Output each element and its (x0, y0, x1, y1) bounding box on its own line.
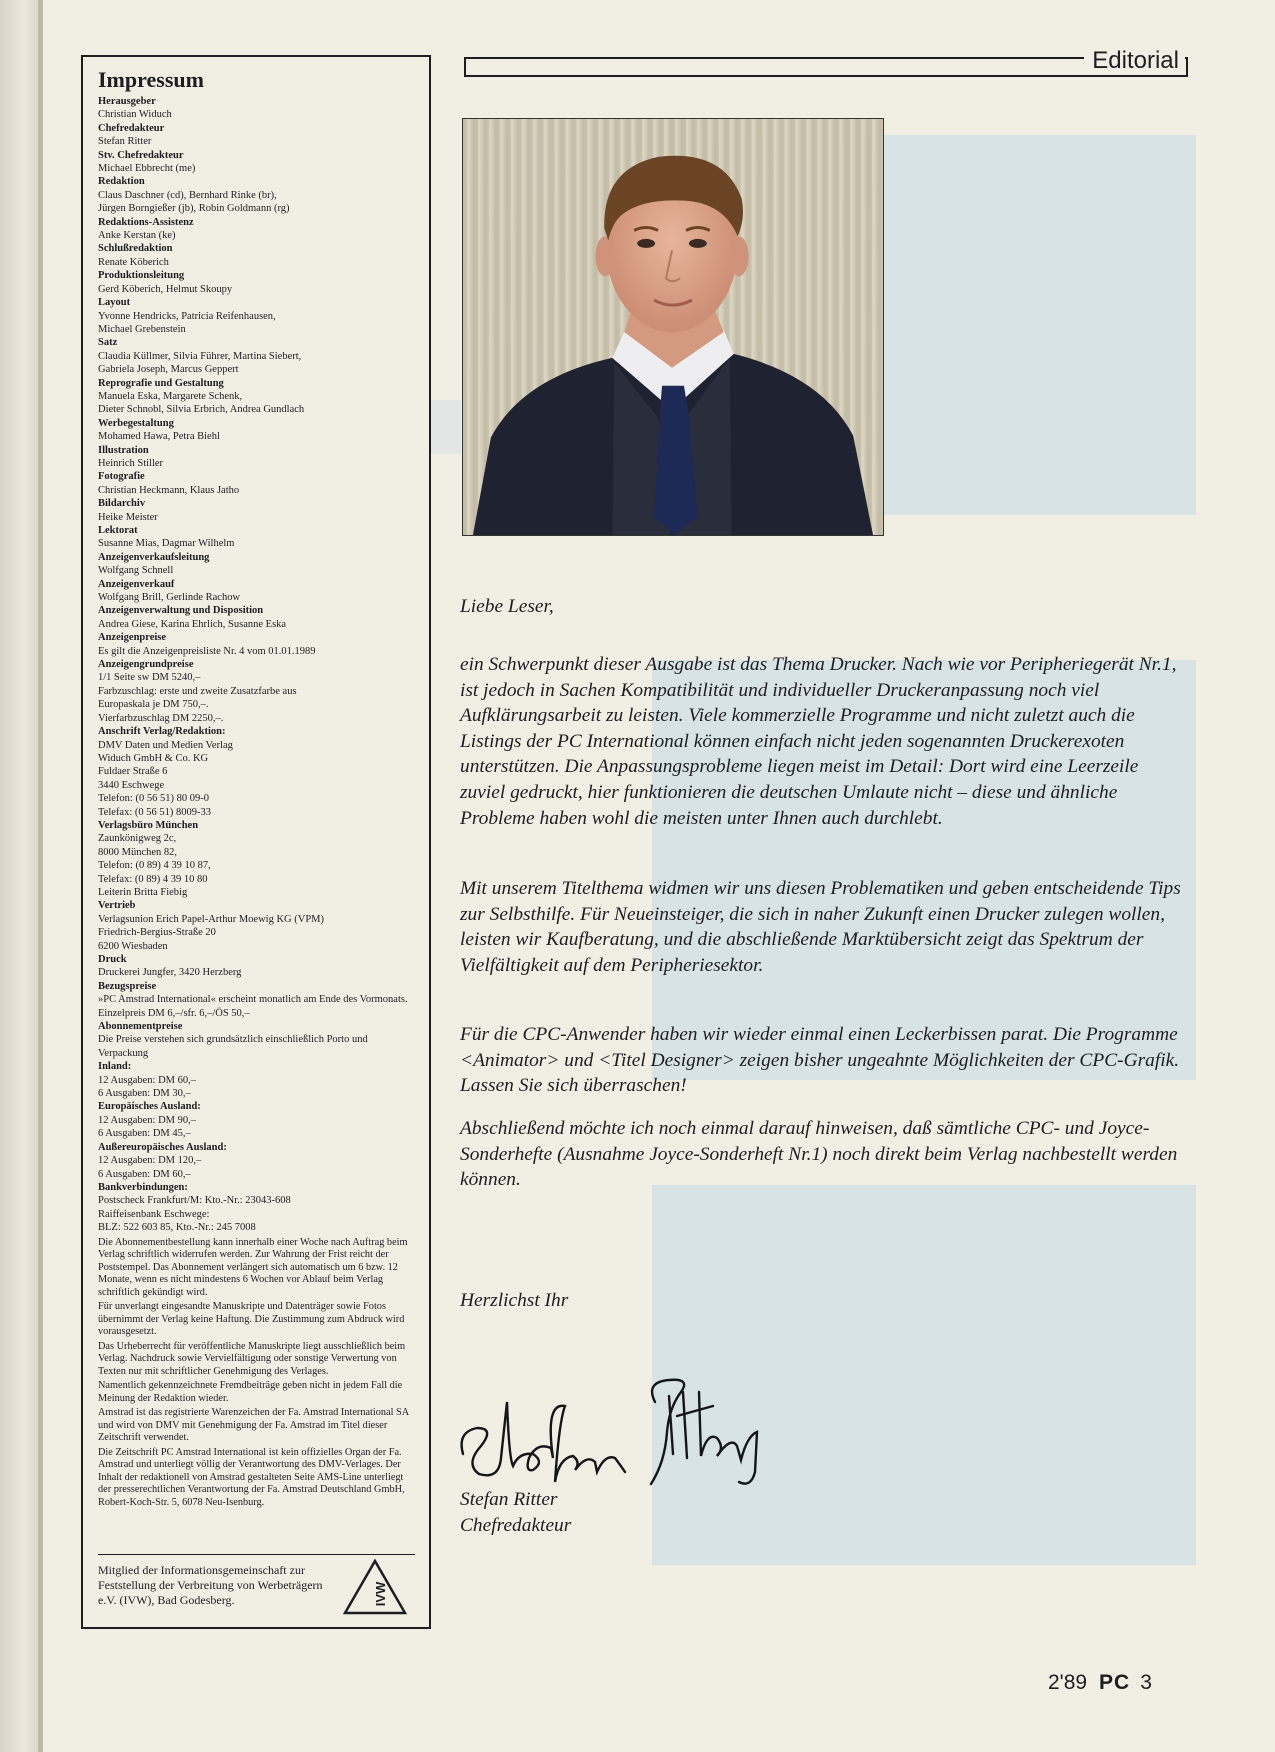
impressum-heading: Anzeigenverkaufsleitung (98, 551, 210, 563)
handwritten-signature (455, 1362, 785, 1492)
impressum-heading: Chefredakteur (98, 122, 165, 134)
impressum-heading: Redaktions-Assistenz (98, 216, 194, 228)
impressum-line: Heike Meister (98, 511, 158, 523)
impressum-line: 3440 Eschwege (98, 779, 165, 791)
impressum-line: Friedrich-Bergius-Straße 20 (98, 927, 216, 939)
impressum-line: 12 Ausgaben: DM 120,– (98, 1155, 202, 1167)
impressum-heading: Anzeigenverwaltung und Disposition (98, 605, 264, 617)
impressum-line: Vierfarbzuschlag DM 2250,–. (98, 712, 224, 724)
impressum-box (81, 55, 431, 1629)
impressum-heading: Schlußredaktion (98, 243, 173, 255)
magazine-logo: PC (1099, 1671, 1131, 1694)
impressum-list (98, 95, 415, 1235)
signer-title: Chefredakteur (460, 1515, 572, 1536)
impressum-note: Für unverlangt eingesandte Manuskripte und Datenträger sowie Fotos übernimmt der Verlag keine Haftung. Die Zustimmung zum Abdruck wird vorausgesetzt. (98, 1301, 405, 1338)
impressum-line: Claudia Küllmer, Silvia Führer, Martina Siebert, (98, 350, 302, 362)
impressum-heading: Vertrieb (98, 900, 136, 912)
impressum-line: Anke Kerstan (ke) (98, 230, 176, 242)
letter-paragraph: Mit unserem Titelthema widmen wir uns diesen Problematiken und geben entscheidende Tips zur Selbsthilfe. Für Neueinsteiger, die sich in naher Zukunft einen Drucker zulegen wollen, leisten wir Kaufberatung, und die abschließende Marktübersicht zeigt das Spektrum der Vielfältigkeit auf dem Peripheriesektor. (460, 878, 1181, 976)
impressum-line: Telefax: (0 89) 4 39 10 80 (98, 873, 208, 885)
impressum-heading: Illustration (98, 444, 149, 456)
impressum-line: Europaskala je DM 750,–. (98, 699, 209, 711)
impressum-line: Telefon: (0 56 51) 80 09-0 (98, 793, 209, 805)
impressum-heading: Inland: (98, 1061, 132, 1073)
ivw-membership-text: Mitglied der Informationsgemeinschaft zur Feststellung der Verbreitung von Werbeträgern e.V. (IVW), Bad Godesberg. (98, 1563, 323, 1607)
impressum-title: Impressum (98, 67, 204, 92)
impressum-heading: Europäisches Ausland: (98, 1101, 201, 1113)
ivw-logo-icon (343, 1559, 407, 1615)
letter-paragraph: ein Schwerpunkt dieser Ausgabe ist das Thema Drucker. Nach wie vor Peripheriegerät Nr.1, ist jedoch in Sachen Kompatibilität und individueller Druckeranpassung noch viel Aufklärungsarbeit zu leisten. Viele kommerzielle Programme und nicht zuletzt auch die Listings der PC International können einfach nicht jeden sogenannten Druckerexoten unterstützen. Die Anpassungsprobleme liegen meist im Detail: Dort wird eine Leerzeile zuviel gedruckt, hier funktionieren die deutschen Umlaute nicht – diese und ähnliche Probleme haben wohl die meisten unter Ihnen auch durchlebt. (460, 654, 1177, 829)
impressum-line: Telefax: (0 56 51) 8009-33 (98, 806, 211, 818)
impressum-heading: Werbegestaltung (98, 417, 174, 429)
impressum-line: Andrea Giese, Karina Ehrlich, Susanne Eska (98, 618, 287, 630)
impressum-line: Raiffeisenbank Eschwege: (98, 1208, 210, 1220)
impressum-note: Namentlich gekennzeichnete Fremdbeiträge geben nicht in jedem Fall die Meinung der Redaktion wieder. (98, 1380, 403, 1404)
impressum-heading: Bankverbindungen: (98, 1181, 188, 1193)
impressum-heading: Reprografie und Gestaltung (98, 377, 224, 389)
page-footer (1048, 1671, 1152, 1695)
issue-number: 2'89 (1048, 1671, 1088, 1694)
impressum-heading: Bildarchiv (98, 498, 146, 510)
impressum-line: Mohamed Hawa, Petra Biehl (98, 431, 220, 443)
signer-name: Stefan Ritter (460, 1489, 558, 1510)
impressum-heading: Stv. Chefredakteur (98, 149, 184, 161)
impressum-line: Telefon: (0 89) 4 39 10 87, (98, 860, 211, 872)
impressum-footer (98, 1554, 415, 1617)
impressum-heading: Anzeigengrundpreise (98, 659, 194, 671)
impressum-line: Gerd Köberich, Helmut Skoupy (98, 283, 233, 295)
impressum-line: 1/1 Seite sw DM 5240,– (98, 672, 201, 684)
impressum-heading: Verlagsbüro München (98, 819, 199, 831)
impressum-heading: Redaktion (98, 176, 145, 188)
impressum-line: Verlagsunion Erich Papel-Arthur Moewig KG (VPM) (98, 913, 325, 925)
impressum-line: Renate Köberich (98, 256, 169, 268)
impressum-line: Widuch GmbH & Co. KG (98, 752, 209, 764)
impressum-line: Michael Ebbrecht (me) (98, 163, 196, 175)
impressum-line: Die Preise verstehen sich grundsätzlich einschließlich Porto und Verpackung (98, 1034, 368, 1059)
impressum-notes (98, 1237, 415, 1510)
impressum-line: 6200 Wiesbaden (98, 940, 168, 952)
impressum-line: Jürgen Borngießer (jb), Robin Goldmann (rg) (98, 203, 290, 215)
impressum-heading: Anzeigenpreise (98, 632, 167, 644)
impressum-note: Amstrad ist das registrierte Warenzeichen der Fa. Amstrad International SA und wird von DMV mit Genehmigung der Fa. Amstrad im Titel dieser Zeitschrift verwendet. (98, 1407, 409, 1444)
page-number: 3 (1140, 1671, 1152, 1694)
letter-paragraph: Abschließend möchte ich noch einmal darauf hinweisen, daß sämtliche CPC- und Joyce-Sonderhefte (Ausnahme Joyce-Sonderheft Nr.1) noch direkt beim Verlag nachbestellt werden können. (460, 1118, 1178, 1191)
impressum-heading: Druck (98, 954, 127, 965)
showthrough-block (431, 400, 461, 454)
impressum-line: Wolfgang Schnell (98, 565, 174, 577)
impressum-heading: Herausgeber (98, 96, 156, 107)
impressum-note: Die Abonnementbestellung kann innerhalb einer Woche nach Auftrag beim Verlag schriftlich widerrufen werden. Zur Wahrung der Frist reicht der Poststempel. Das Abonnement verlängert sich automatisch um 6 bzw. 12 Monate, wenn es nicht mindestens 6 Wochen vor Ablauf beim Verlag schriftlich gekündigt wird. (98, 1236, 408, 1298)
impressum-line: 6 Ausgaben: DM 30,– (98, 1088, 191, 1100)
impressum-line: Zaunkönigweg 2c, (98, 833, 177, 845)
impressum-heading: Abonnementpreise (98, 1021, 183, 1033)
impressum-line: Heinrich Stiller (98, 457, 164, 469)
ivw-logo-text: IVW (373, 1581, 388, 1607)
impressum-line: Manuela Eska, Margarete Schenk, (98, 390, 243, 402)
letter-closing: Herzlichst Ihr (460, 1290, 569, 1311)
impressum-heading: Layout (98, 297, 131, 309)
impressum-line: 12 Ausgaben: DM 60,– (98, 1074, 196, 1086)
impressum-line: 12 Ausgaben: DM 90,– (98, 1114, 196, 1126)
impressum-heading: Anzeigenverkauf (98, 578, 175, 590)
impressum-heading: Bezugspreise (98, 980, 157, 992)
impressum-line: Claus Daschner (cd), Bernhard Rinke (br), (98, 189, 277, 201)
editor-portrait (462, 118, 884, 536)
impressum-line: Einzelpreis DM 6,–/sfr. 6,–/ÖS 50,– (98, 1007, 250, 1019)
impressum-line: Michael Grebenstein (98, 323, 186, 335)
section-label: Editorial (1084, 47, 1185, 75)
impressum-line: Susanne Mias, Dagmar Wilhelm (98, 538, 235, 550)
impressum-line: Stefan Ritter (98, 136, 152, 148)
impressum-line: DMV Daten und Medien Verlag (98, 739, 233, 751)
impressum-line: Es gilt die Anzeigenpreisliste Nr. 4 vom 01.01.1989 (98, 645, 316, 657)
impressum-line: Christian Widuch (98, 109, 172, 121)
spine-shadow (38, 0, 43, 1752)
impressum-note: Die Zeitschrift PC Amstrad International ist kein offizielles Organ der Fa. Amstrad und unterliegt völlig der Verantwortung des DMV-Verlages. Der Inhalt der redaktionell von Amstrad gestalteten Seite AMS-Line unterliegt der presserechtlichen Verantwortung der Fa. Amstrad Deutschland GmbH, Robert-Koch-Str. 5, 6078 Neu-Isenburg. (98, 1446, 405, 1508)
impressum-line: Yvonne Hendricks, Patricia Reifenhausen, (98, 310, 276, 322)
impressum-line: Wolfgang Brill, Gerlinde Rachow (98, 592, 241, 604)
impressum-heading: Anschrift Verlag/Redaktion: (98, 726, 226, 738)
letter-paragraph: Für die CPC-Anwender haben wir wieder einmal einen Leckerbissen parat. Die Programme <Animator> und <Titel Designer> zeigen bisher ungeahnte Möglichkeiten der CPC-Grafik. Lassen Sie sich überraschen! (460, 1024, 1180, 1097)
impressum-line: 6 Ausgaben: DM 45,– (98, 1128, 191, 1140)
impressum-line: 8000 München 82, (98, 846, 178, 858)
impressum-heading: Lektorat (98, 525, 138, 536)
signature-text: Stefan Ritter (455, 1362, 461, 1363)
impressum-line: Farbzuschlag: erste und zweite Zusatzfarbe aus (98, 685, 297, 697)
letter-salutation: Liebe Leser, (460, 596, 554, 617)
page-spine (0, 0, 40, 1752)
impressum-line: Postscheck Frankfurt/M: Kto.-Nr.: 23043-608 (98, 1195, 291, 1207)
impressum-line: »PC Amstrad International« erscheint monatlich am Ende des Vormonats. (98, 994, 408, 1006)
impressum-heading: Produktionsleitung (98, 270, 185, 282)
impressum-heading: Fotografie (98, 471, 145, 483)
impressum-line: Fuldaer Straße 6 (98, 766, 168, 778)
impressum-heading: Außereuropäisches Ausland: (98, 1141, 227, 1153)
impressum-line: 6 Ausgaben: DM 60,– (98, 1168, 191, 1180)
impressum-line: Christian Heckmann, Klaus Jatho (98, 484, 240, 496)
impressum-heading: Satz (98, 337, 118, 349)
section-header-bar (464, 47, 1188, 77)
impressum-line: Gabriela Joseph, Marcus Geppert (98, 364, 239, 376)
impressum-line: BLZ: 522 603 85, Kto.-Nr.: 245 7008 (98, 1222, 256, 1234)
impressum-line: Leiterin Britta Fiebig (98, 886, 188, 898)
svg-text:IVW (373, 1581, 388, 1606)
impressum-line: Druckerei Jungfer, 3420 Herzberg (98, 967, 242, 979)
impressum-note: Das Urheberrecht für veröffentliche Manuskripte liegt ausschließlich beim Verlag. Nachdruck sowie Vervielfältigung oder sonstige Verwertung von Texten nur mit schriftlicher Genehmigung des Verlages. (98, 1340, 406, 1377)
impressum-line: Dieter Schnobl, Silvia Erbrich, Andrea Gundlach (98, 404, 305, 416)
